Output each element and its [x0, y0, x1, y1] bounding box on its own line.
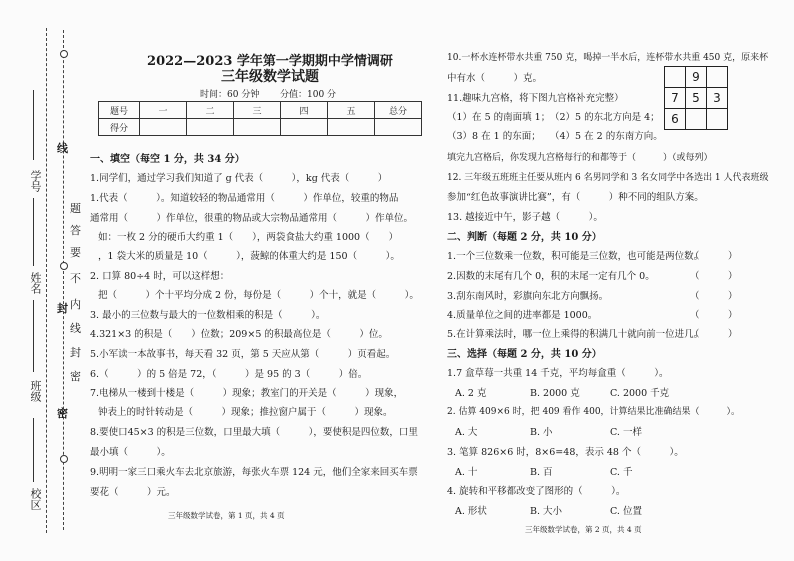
name-label: 姓名 — [29, 272, 42, 294]
score-table-header: 一 — [140, 102, 187, 119]
question-line: 1.7 盒草莓一共重 14 千克，平均每盒重（ ）。 — [447, 368, 669, 379]
answer-paren[interactable]: （ ） — [690, 271, 738, 282]
section-title: 一、填空（每空 1 分，共 34 分） — [90, 154, 245, 165]
grid-cell[interactable]: 7 — [665, 88, 686, 109]
seal-char: 封 — [70, 346, 81, 359]
class-label: 班级 — [29, 380, 42, 402]
grid-cell[interactable]: 5 — [686, 88, 707, 109]
choice-a[interactable]: A. 2 克 — [455, 388, 487, 399]
seal-char: 密 — [70, 370, 81, 383]
score-table-header: 四 — [281, 102, 328, 119]
question-line: 6.（ ）的 5 倍是 72，（ ）是 95 的 3（ ）倍。 — [90, 369, 368, 380]
seal-char: 密 — [57, 407, 68, 420]
question-line: 要花（ ）元。 — [90, 487, 176, 498]
question-line: 通常用（ ）作单位，很重的物品或大宗物品通常用（ ）作单位。 — [90, 213, 414, 224]
score-row-label: 得分 — [99, 119, 140, 136]
section-title: 三、选择（每题 2 分，共 10 分） — [447, 349, 602, 360]
question-line: ，1 袋大米的质量是 10（ ），菠鲸的体重大约是 150（ ）。 — [98, 251, 400, 262]
score-cell[interactable] — [328, 119, 375, 136]
grid-cell[interactable] — [707, 109, 728, 130]
seal-char: 线 — [70, 322, 81, 335]
question-line: 2. 口算 80÷4 时，可以这样想： — [90, 271, 230, 282]
answer-paren[interactable]: （ ） — [690, 310, 738, 321]
choice-c[interactable]: C. 2000 千克 — [610, 388, 670, 399]
question-line: 中有水（ ）克。 — [447, 73, 543, 84]
seal-line-outer — [46, 28, 47, 533]
page-footer: 三年级数学试卷，第 2 页，共 4 页 — [525, 525, 642, 534]
question-line: 5.在计算乘法时，哪一位上乘得的积满几十就向前一位进几。 — [447, 329, 704, 340]
question-line: （4）5 在 2 的东南方向。 — [550, 131, 663, 142]
score-cell[interactable] — [187, 119, 234, 136]
question-line: 参加“红色故事演讲比赛”，有（ ）种不同的组队方案。 — [447, 192, 704, 203]
question-line: 填完九宫格后，你发现九宫格每行的和都等于（ ）（或每列） — [447, 153, 713, 163]
exam-score: 分值：100 分 — [280, 90, 337, 100]
question-line: 1.同学们，通过学习我们知道了 g 代表（ ），kg 代表（ ） — [90, 173, 388, 184]
answer-paren[interactable]: （ ） — [690, 329, 738, 340]
score-table-header: 题号 — [99, 102, 140, 119]
grid-cell[interactable]: 9 — [686, 67, 707, 88]
choice-c[interactable]: C. 一样 — [610, 427, 642, 438]
choice-c[interactable]: C. 千 — [610, 467, 633, 478]
binding-hole — [60, 455, 68, 463]
score-cell[interactable] — [375, 119, 422, 136]
score-table — [98, 101, 422, 136]
seal-char: 题 — [70, 202, 81, 215]
choice-b[interactable]: B. 2000 克 — [530, 388, 580, 399]
grid-cell[interactable]: 3 — [707, 88, 728, 109]
score-table-header: 总分 — [375, 102, 422, 119]
score-cell[interactable] — [234, 119, 281, 136]
score-cell[interactable] — [281, 119, 328, 136]
score-table-header: 五 — [328, 102, 375, 119]
exam-title: 2022—2023 学年第一学期期中学情调研 — [147, 54, 393, 69]
binding-strip — [0, 0, 90, 561]
question-line: 7.电梯从一楼到十楼是（ ）现象；教室门的开关是（ ）现象， — [90, 388, 404, 399]
table-row — [665, 109, 728, 130]
choice-c[interactable]: C. 位置 — [610, 506, 642, 517]
grid-cell[interactable]: 6 — [665, 109, 686, 130]
choice-b[interactable]: B. 百 — [530, 467, 553, 478]
question-line: 13. 越接近中午，影子越（ ）。 — [447, 212, 603, 223]
question-line: 2.因数的末尾有几个 0，积的末尾一定有几个 0。 — [447, 271, 655, 282]
question-line: 12. 三年级五班班主任要从班内 6 名男同学和 3 名女同学中各选出 1 人代表班级 — [447, 173, 769, 183]
seal-char: 不 — [70, 272, 81, 285]
table-row — [99, 119, 422, 136]
question-line: 3.刮东南风时，彩旗向东北方向飘扬。 — [447, 291, 609, 302]
score-table-header: 二 — [187, 102, 234, 119]
binding-hole — [60, 262, 68, 270]
exam-subtitle: 三年级数学试题 — [221, 69, 319, 85]
choice-a[interactable]: A. 形状 — [455, 506, 487, 517]
question-line: 5.小军读一本故事书，每天看 32 页，第 5 天应从第（ ）页看起。 — [90, 349, 396, 360]
question-line: 4.质量单位之间的进率都是 1000。 — [447, 310, 598, 321]
section-title: 二、判断（每题 2 分，共 10 分） — [447, 232, 602, 243]
question-line: 1.一个三位数乘一位数，积可能是三位数，也可能是两位数。 — [447, 251, 704, 262]
question-line: 把（ ）个十平均分成 2 份，每份是（ ）个十，就是（ ）。 — [98, 290, 419, 301]
school-field[interactable] — [33, 418, 34, 482]
question-line: 9.明明一家三口乘火车去北京旅游，每张火车票 124 元，他们全家来回买车票 — [90, 467, 418, 478]
question-line: 1.代表（ ）。知道较轻的物品通常用（ ）作单位，较重的物品 — [90, 193, 399, 204]
seal-char: 答 — [70, 224, 81, 237]
choice-b[interactable]: B. 大小 — [530, 506, 563, 517]
table-row — [665, 67, 728, 88]
question-line: 如：一枚 2 分的硬币大约重 1（ ），两袋食盐大约重 1000（ ） — [98, 232, 399, 243]
page-footer: 三年级数学试卷，第 1 页，共 4 页 — [168, 511, 285, 520]
score-cell[interactable] — [140, 119, 187, 136]
question-line: 最小填（ ）。 — [90, 447, 171, 458]
score-table-header: 三 — [234, 102, 281, 119]
student-id-field[interactable] — [33, 90, 34, 160]
grid-cell[interactable] — [707, 67, 728, 88]
question-line: 10.一杯水连杯带水共重 750 克，喝掉一半水后，连杯带水共重 450 克，原来杯 — [447, 53, 769, 63]
choice-b[interactable]: B. 小 — [530, 427, 553, 438]
class-field[interactable] — [33, 300, 34, 372]
answer-paren[interactable]: （ ） — [690, 291, 738, 302]
nine-grid — [664, 66, 728, 130]
question-line: （1）在 5 的南面填 1； — [447, 112, 551, 123]
table-row — [99, 102, 422, 119]
choice-a[interactable]: A. 十 — [455, 467, 478, 478]
name-field[interactable] — [33, 198, 34, 266]
question-line: 2. 估算 409×6 时，把 409 看作 400，计算结果比准确结果（ ）。 — [447, 407, 741, 417]
binding-hole — [60, 50, 68, 58]
question-line: （3）8 在 1 的东面； — [447, 131, 541, 142]
question-line: 4. 旋转和平移都改变了图形的（ ）。 — [447, 486, 626, 497]
question-line: 3. 最小的三位数与最大的一位数相乘的积是（ ）。 — [90, 310, 326, 321]
student-id-label: 学号 — [29, 170, 42, 192]
choice-a[interactable]: A. 大 — [455, 427, 478, 438]
grid-cell[interactable] — [686, 109, 707, 130]
exam-time: 时间：60 分钟 — [200, 90, 260, 100]
school-label: 校区 — [29, 488, 42, 510]
question-line: 钟表上的时针转动是（ ）现象；推拉窗户属于（ ）现象。 — [98, 407, 393, 418]
question-line: （2）5 的东北方向是 4； — [550, 112, 660, 123]
seal-char: 要 — [70, 246, 81, 259]
question-line: 3. 笔算 826×6 时，8×6=48，表示 48 个（ ）。 — [447, 447, 684, 458]
seal-char: 线 — [57, 142, 68, 155]
seal-char: 封 — [57, 302, 68, 315]
question-line: 8.要使口45×3 的积是三位数，口里最大填（ ），要使积是四位数，口里 — [90, 427, 418, 438]
question-line: 4.321×3 的积是（ ）位数；209×5 的积最高位是（ ）位。 — [90, 329, 388, 340]
question-line: 11.趣味九宫格，将下图九宫格补充完整） — [447, 93, 624, 104]
grid-cell[interactable] — [665, 67, 686, 88]
table-row — [665, 88, 728, 109]
answer-paren[interactable]: （ ） — [690, 251, 738, 262]
seal-char: 内 — [70, 298, 81, 311]
